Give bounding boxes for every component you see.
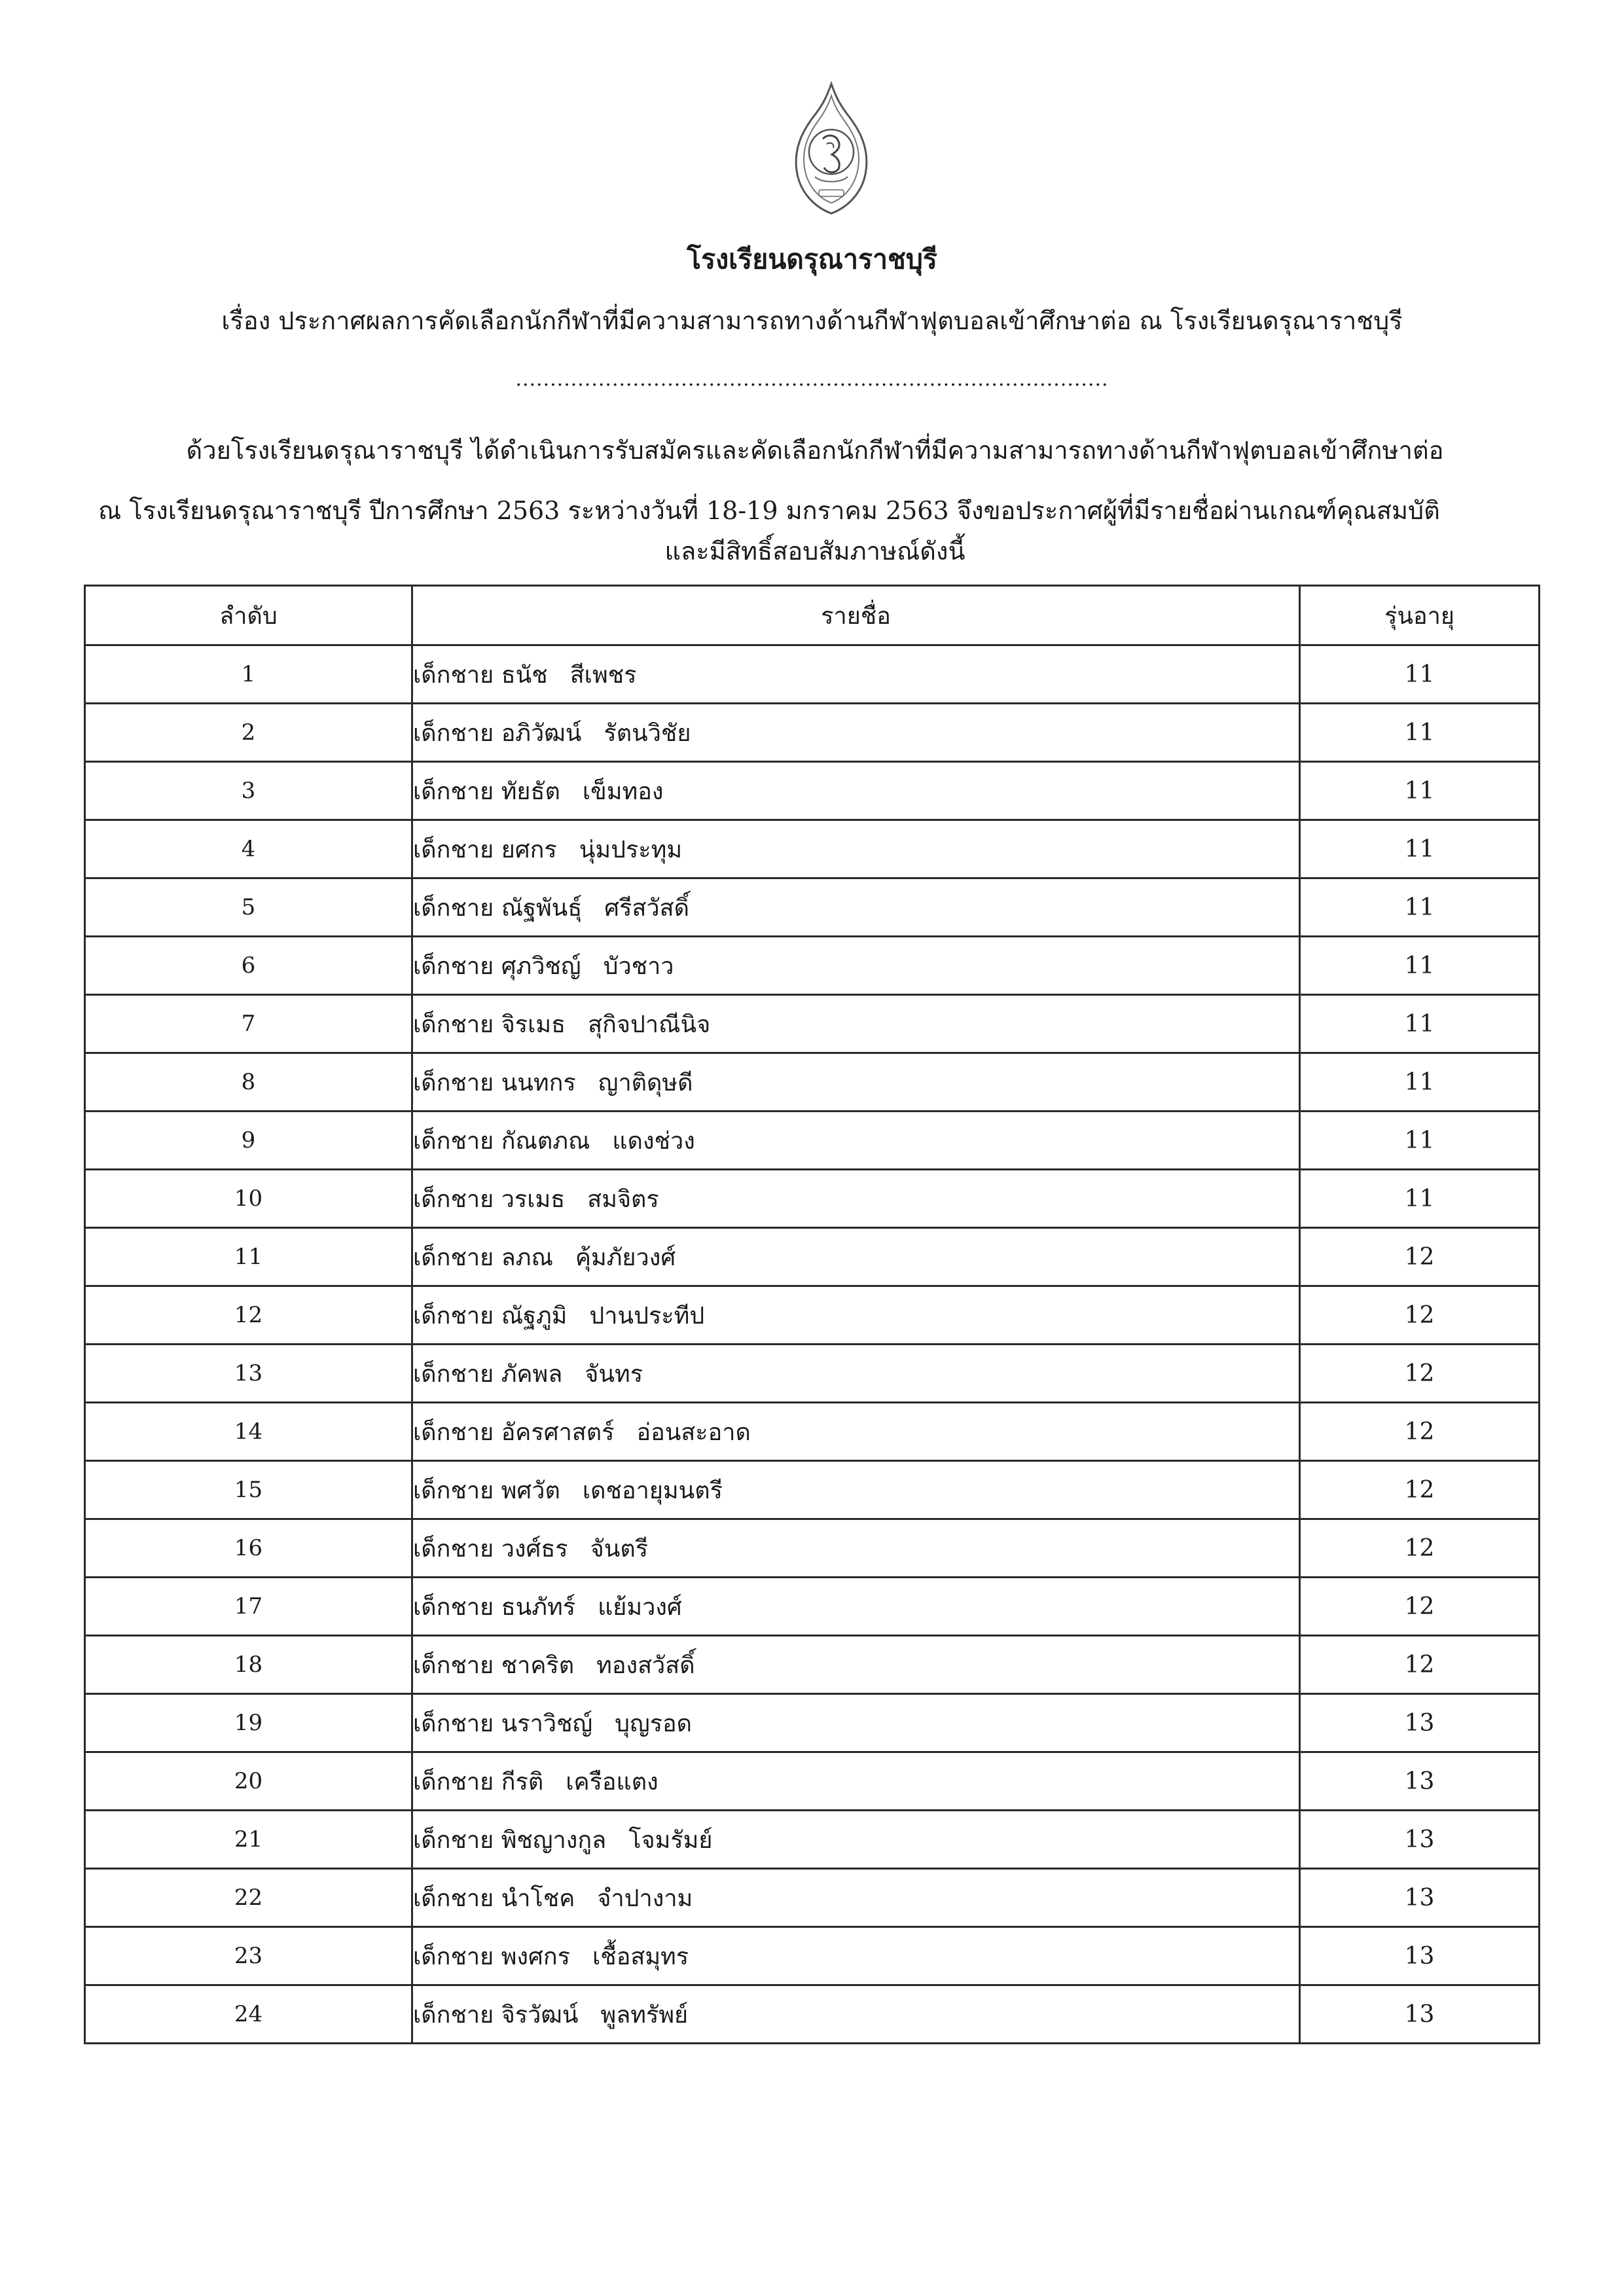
row-number: 12 (85, 1286, 412, 1345)
age-group: 12 (1300, 1519, 1540, 1578)
last-name: เข็มทอง (582, 778, 664, 805)
age-group: 13 (1300, 1694, 1540, 1752)
first-name: นราวิชญ์ (501, 1710, 593, 1737)
first-name: ธนภัทร์ (501, 1593, 576, 1621)
row-number: 4 (85, 820, 412, 878)
table-row (85, 1869, 1540, 1927)
school-emblem-icon (789, 79, 874, 219)
name-title: เด็กชาย (413, 661, 494, 689)
separator-dots: ...................................................................................... (515, 368, 1109, 391)
last-name: โจมรัมย์ (628, 1826, 713, 1854)
table-row (85, 1811, 1540, 1869)
student-name (412, 995, 1300, 1053)
student-name (412, 704, 1300, 762)
age-group: 13 (1300, 1752, 1540, 1811)
student-name (412, 1578, 1300, 1636)
age-group: 12 (1300, 1403, 1540, 1461)
header-age: รุ่นอายุ (1300, 586, 1540, 645)
student-name (412, 937, 1300, 995)
table-row (85, 1985, 1540, 2044)
name-title: เด็กชาย (413, 1127, 494, 1155)
row-number: 21 (85, 1811, 412, 1869)
table-row (85, 1345, 1540, 1403)
header-name: รายชื่อ (412, 586, 1300, 645)
age-group: 11 (1300, 878, 1540, 937)
age-group: 12 (1300, 1578, 1540, 1636)
name-title: เด็กชาย (413, 1826, 494, 1854)
last-name: บุญรอด (615, 1710, 693, 1737)
applicant-table (84, 585, 1540, 2044)
student-name (412, 1636, 1300, 1694)
table-row (85, 1519, 1540, 1578)
student-name (412, 1985, 1300, 2044)
name-title: เด็กชาย (413, 1360, 494, 1388)
row-number: 15 (85, 1461, 412, 1519)
first-name: อภิวัฒน์ (501, 719, 582, 747)
name-title: เด็กชาย (413, 778, 494, 805)
student-name (412, 1869, 1300, 1927)
school-name: โรงเรียนดรุณาราชบุรี (687, 244, 937, 275)
student-name (412, 1228, 1300, 1286)
age-group: 12 (1300, 1461, 1540, 1519)
name-title: เด็กชาย (413, 1535, 494, 1563)
name-title: เด็กชาย (413, 1419, 494, 1446)
row-number: 7 (85, 995, 412, 1053)
table-row (85, 1578, 1540, 1636)
table-row (85, 1461, 1540, 1519)
row-number: 22 (85, 1869, 412, 1927)
first-name: วรเมธ (501, 1185, 566, 1213)
name-title: เด็กชาย (413, 1185, 494, 1213)
last-name: สมจิตร (587, 1185, 659, 1213)
table-row (85, 1228, 1540, 1286)
row-number: 23 (85, 1927, 412, 1985)
last-name: แดงช่วง (612, 1127, 695, 1155)
table-row (85, 1694, 1540, 1752)
row-number: 18 (85, 1636, 412, 1694)
student-name (412, 1694, 1300, 1752)
last-name: สีเพชร (569, 661, 637, 689)
first-name: ลภณ (501, 1244, 553, 1271)
row-number: 1 (85, 645, 412, 704)
announcement-subject: เรื่อง ประกาศผลการคัดเลือกนักกีฬาที่มีความสามารถทางด้านกีฬาฟุตบอลเข้าศึกษาต่อ ณ โรงเรียนดรุณาราชบุรี (221, 306, 1403, 335)
table-header-row (85, 586, 1540, 645)
row-number: 11 (85, 1228, 412, 1286)
row-number: 19 (85, 1694, 412, 1752)
row-number: 16 (85, 1519, 412, 1578)
name-title: เด็กชาย (413, 1885, 494, 1912)
first-name: ศุภวิชญ์ (501, 952, 581, 980)
table-row (85, 878, 1540, 937)
last-name: เชื้อสมุทร (592, 1943, 689, 1970)
row-number: 3 (85, 762, 412, 820)
row-number: 9 (85, 1111, 412, 1170)
first-name: พศวัต (501, 1477, 560, 1504)
table-row (85, 1286, 1540, 1345)
age-group: 13 (1300, 1869, 1540, 1927)
student-name (412, 1403, 1300, 1461)
age-group: 13 (1300, 1985, 1540, 2044)
name-title: เด็กชาย (413, 1768, 494, 1796)
first-name: นนทกร (501, 1069, 576, 1096)
first-name: นำโชค (501, 1885, 575, 1912)
last-name: จำปางาม (597, 1885, 693, 1912)
student-name (412, 1927, 1300, 1985)
row-number: 14 (85, 1403, 412, 1461)
first-name: ทัยธัต (501, 778, 560, 805)
name-title: เด็กชาย (413, 1710, 494, 1737)
student-name (412, 1286, 1300, 1345)
first-name: กีรติ (501, 1768, 544, 1796)
name-title: เด็กชาย (413, 2001, 494, 2029)
last-name: รัตนวิชัย (604, 719, 691, 747)
table-row (85, 1752, 1540, 1811)
student-name (412, 1752, 1300, 1811)
age-group: 13 (1300, 1811, 1540, 1869)
first-name: พิชญางกูล (501, 1826, 607, 1854)
student-name (412, 1053, 1300, 1111)
table-row (85, 1170, 1540, 1228)
first-name: ธนัช (501, 661, 548, 689)
table-row (85, 704, 1540, 762)
first-name: ภัคพล (501, 1360, 563, 1388)
row-number: 6 (85, 937, 412, 995)
table-row (85, 1636, 1540, 1694)
age-group: 11 (1300, 704, 1540, 762)
last-name: เครือแตง (566, 1768, 659, 1796)
table-row (85, 645, 1540, 704)
student-name (412, 762, 1300, 820)
name-title: เด็กชาย (413, 1593, 494, 1621)
name-title: เด็กชาย (413, 1302, 494, 1329)
last-name: ปานประทีป (589, 1302, 705, 1329)
last-name: สุกิจปาณีนิจ (588, 1011, 711, 1038)
age-group: 11 (1300, 995, 1540, 1053)
age-group: 12 (1300, 1345, 1540, 1403)
student-name (412, 1519, 1300, 1578)
header-no: ลำดับ (85, 586, 412, 645)
row-number: 17 (85, 1578, 412, 1636)
row-number: 8 (85, 1053, 412, 1111)
row-number: 10 (85, 1170, 412, 1228)
student-name (412, 1461, 1300, 1519)
intro-line-3: และมีสิทธิ์สอบสัมภาษณ์ดังนี้ (664, 537, 965, 566)
intro-line-1: ด้วยโรงเรียนดรุณาราชบุรี ได้ดำเนินการรับสมัครและคัดเลือกนักกีฬาที่มีความสามารถทางด้านกีฬาฟุตบอลเข้าศึกษาต่อ (186, 436, 1444, 465)
name-title: เด็กชาย (413, 1943, 494, 1970)
row-number: 5 (85, 878, 412, 937)
last-name: เดชอายุมนตรี (582, 1477, 723, 1504)
last-name: จันทร (585, 1360, 643, 1388)
age-group: 11 (1300, 645, 1540, 704)
row-number: 13 (85, 1345, 412, 1403)
last-name: ศรีสวัสดิ์ (604, 894, 689, 922)
first-name: ณัฐภูมิ (501, 1302, 568, 1329)
age-group: 11 (1300, 1170, 1540, 1228)
first-name: อัครศาสตร์ (501, 1419, 615, 1446)
table-row (85, 1111, 1540, 1170)
age-group: 11 (1300, 937, 1540, 995)
student-name (412, 1345, 1300, 1403)
table-body (85, 645, 1540, 2044)
first-name: พงศกร (501, 1943, 570, 1970)
last-name: อ่อนสะอาด (636, 1419, 751, 1446)
student-name (412, 645, 1300, 704)
table-row (85, 1927, 1540, 1985)
table-row (85, 1403, 1540, 1461)
age-group: 12 (1300, 1286, 1540, 1345)
name-title: เด็กชาย (413, 894, 494, 922)
last-name: ญาติดุษดี (598, 1069, 693, 1096)
last-name: คุ้มภัยวงศ์ (575, 1244, 676, 1271)
age-group: 12 (1300, 1636, 1540, 1694)
first-name: จิรเมธ (501, 1011, 566, 1038)
first-name: วงศ์ธร (501, 1535, 568, 1563)
age-group: 11 (1300, 762, 1540, 820)
table-row (85, 762, 1540, 820)
last-name: แย้มวงศ์ (598, 1593, 682, 1621)
table-row (85, 937, 1540, 995)
first-name: ชาคริต (501, 1652, 575, 1679)
age-group: 11 (1300, 1053, 1540, 1111)
age-group: 11 (1300, 820, 1540, 878)
intro-line-2: ณ โรงเรียนดรุณาราชบุรี ปีการศึกษา 2563 ระหว่างวันที่ 18-19 มกราคม 2563 จึงขอประกาศผู้ที่มีรายชื่อผ่านเกณฑ์คุณสมบัติ (98, 496, 1440, 525)
age-group: 12 (1300, 1228, 1540, 1286)
row-number: 20 (85, 1752, 412, 1811)
last-name: นุ่มประทุม (579, 836, 683, 863)
table-row (85, 1053, 1540, 1111)
name-title: เด็กชาย (413, 836, 494, 863)
first-name: ณัฐพันธุ์ (501, 894, 583, 922)
student-name (412, 1111, 1300, 1170)
last-name: บัวชาว (603, 952, 674, 980)
student-name (412, 1811, 1300, 1869)
age-group: 13 (1300, 1927, 1540, 1985)
student-name (412, 878, 1300, 937)
first-name: ยศกร (501, 836, 557, 863)
name-title: เด็กชาย (413, 952, 494, 980)
student-name (412, 1170, 1300, 1228)
last-name: พูลทรัพย์ (600, 2001, 689, 2029)
last-name: จันตรี (590, 1535, 649, 1563)
row-number: 2 (85, 704, 412, 762)
age-group: 11 (1300, 1111, 1540, 1170)
table-row (85, 995, 1540, 1053)
student-name (412, 820, 1300, 878)
name-title: เด็กชาย (413, 1011, 494, 1038)
name-title: เด็กชาย (413, 1244, 494, 1271)
name-title: เด็กชาย (413, 1652, 494, 1679)
first-name: จิรวัฒน์ (501, 2001, 579, 2029)
row-number: 24 (85, 1985, 412, 2044)
name-title: เด็กชาย (413, 719, 494, 747)
name-title: เด็กชาย (413, 1477, 494, 1504)
announcement-intro (98, 420, 1532, 571)
name-title: เด็กชาย (413, 1069, 494, 1096)
last-name: ทองสวัสดิ์ (596, 1652, 695, 1679)
table-row (85, 820, 1540, 878)
first-name: กัณตภณ (501, 1127, 590, 1155)
